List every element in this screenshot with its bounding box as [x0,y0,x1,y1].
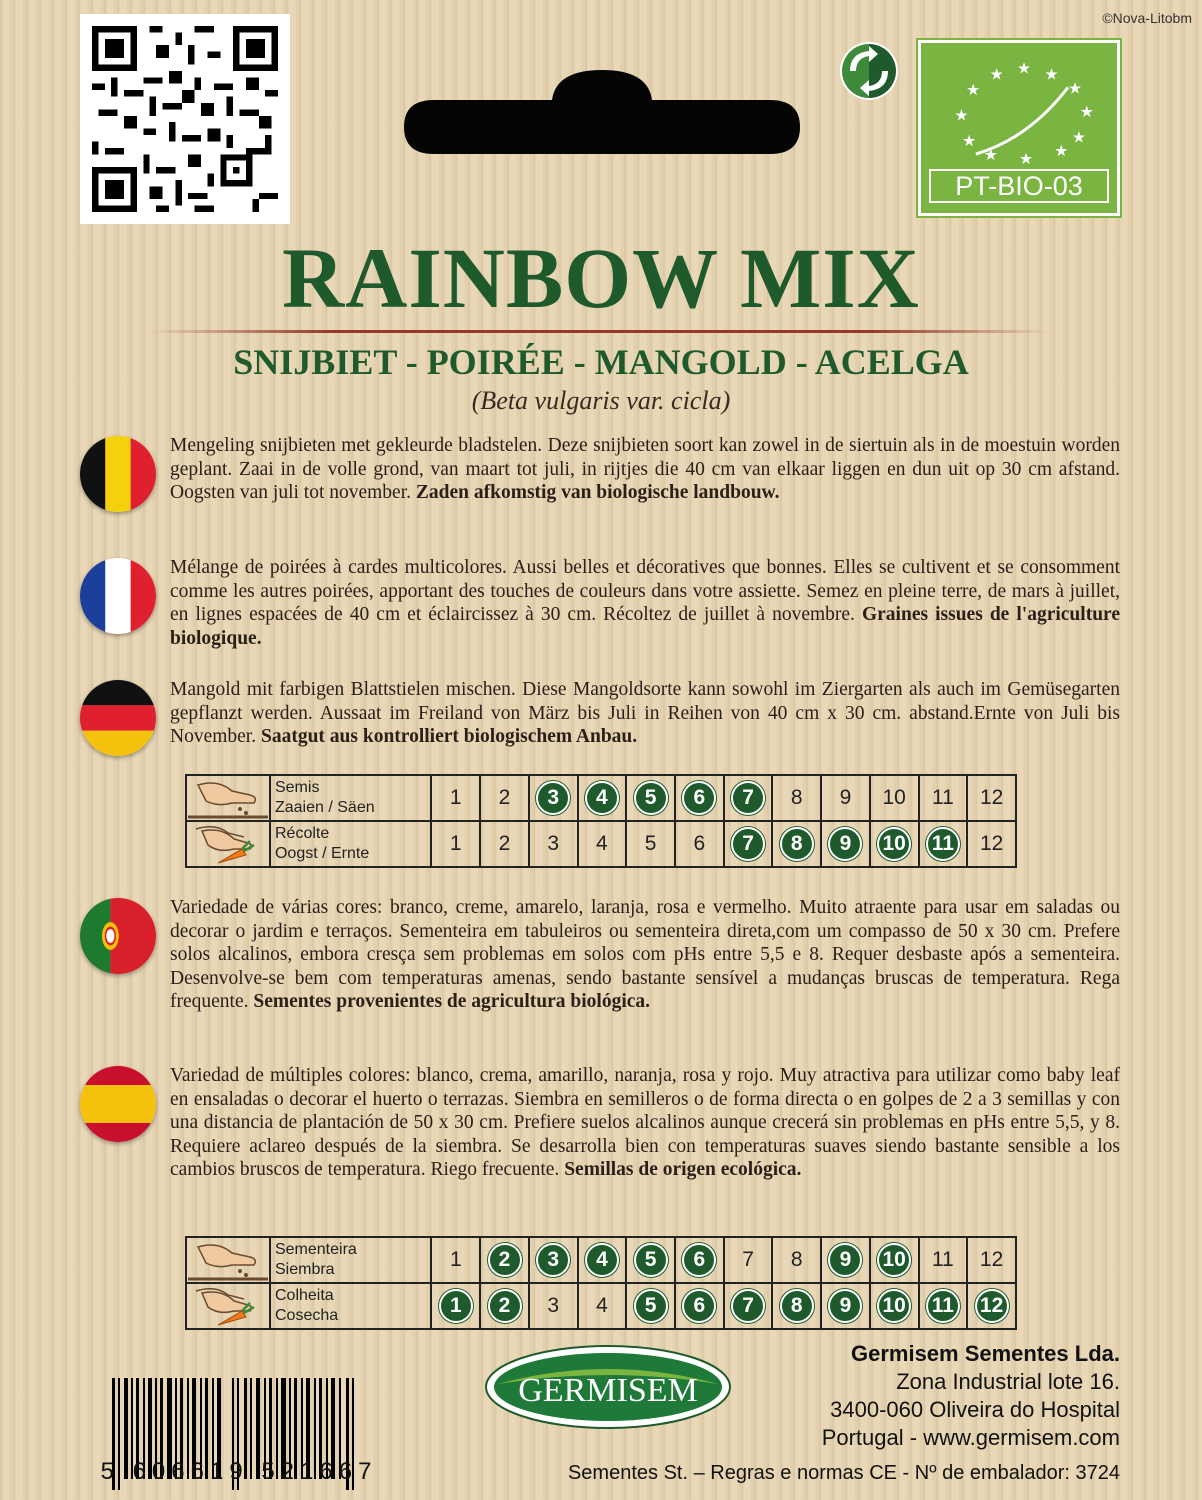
eu-leaf-stars-icon [921,43,1117,171]
calendar-2-harvest-month-4: 4 [596,1294,608,1317]
svg-text:★: ★ [1044,64,1059,84]
copyright-text: ©Nova-Litobm [1102,10,1192,26]
svg-text:★: ★ [989,64,1004,84]
calendar-2-harvest-month-6: 6 [682,1289,716,1323]
product-title: RAINBOW MIX [282,230,920,326]
calendar-1-sow-month-4: 4 [585,781,619,815]
svg-text:★: ★ [1054,141,1069,160]
calendar-1-harvest-label [270,821,431,867]
green-dot-recycling-icon [838,40,900,102]
calendar-1-sow-label [270,775,431,821]
eu-organic-code: PT-BIO-03 [929,169,1109,203]
qr-code-graphic [92,26,278,212]
calendar-2-sow-month-4: 4 [585,1243,619,1277]
calendar-2-harvest-month-11: 11 [926,1289,960,1323]
harvest-carrot-icon [186,1283,270,1329]
paragraph-dutch-organic-note: Zaden afkomstig van biologische landbouw. [415,482,780,503]
paragraph-german-organic-note: Saatgut aus kontrolliert biologischem Anbau. [260,726,638,747]
calendar-2-harvest-month-10: 10 [877,1289,911,1323]
calendar-1-harvest-month-8: 8 [780,827,814,861]
calendar-1-sow-month-2: 2 [498,786,511,809]
svg-text:★: ★ [966,80,981,100]
spain-flag-icon [80,1066,156,1142]
calendar-1-sow-month-6: 6 [682,781,716,815]
calendar-1-sow-label-line1: Semis [274,779,320,796]
svg-text:★: ★ [1017,58,1032,78]
product-subtitle: SNIJBIET - POIRÉE - MANGOLD - ACELGA [233,342,969,382]
calendar-2-sow-month-2: 2 [488,1243,522,1277]
calendar-2-harvest-month-2: 2 [488,1289,522,1323]
sowing-harvest-calendar-1 [185,774,1017,868]
belgium-flag-icon [80,436,156,512]
hang-hole-slot [404,70,800,154]
calendar-1-sow-label-line2: Zaaien / Säen [274,799,375,816]
calendar-2-harvest-label-line1: Colheita [274,1287,334,1304]
sowing-hand-icon [186,1237,270,1283]
calendar-2-harvest-row [186,1283,1016,1329]
calendar-2-sow-month-1: 1 [449,1248,462,1271]
paragraph-spanish [170,1064,1120,1182]
company-name: Germisem Sementes Lda. [850,1341,1120,1366]
germisem-wordmark: GERMISEM [518,1372,698,1409]
calendar-1-sow-month-1: 1 [449,786,462,809]
france-flag-icon [80,558,156,634]
paragraph-portuguese-organic-note: Sementes provenientes de agricultura biológica. [253,991,651,1012]
sowing-hand-icon [186,775,270,821]
paragraph-german [170,678,1120,749]
company-address-line2: 3400-060 Oliveira do Hospital [830,1397,1120,1422]
calendar-1-harvest-month-12: 12 [979,832,1004,855]
harvest-carrot-icon [186,821,270,867]
calendar-2-sow-label [270,1237,431,1283]
svg-text:★: ★ [962,131,977,151]
calendar-2-sow-month-12: 12 [979,1248,1004,1271]
svg-text:★: ★ [1019,148,1034,168]
calendar-2-sow-month-7: 7 [742,1248,754,1271]
calendar-2-harvest-label [270,1283,431,1329]
svg-text:★: ★ [954,105,969,125]
calendar-2-sow-month-8: 8 [790,1248,803,1271]
calendar-2-harvest-month-1: 1 [439,1289,473,1323]
calendar-2-sow-month-5: 5 [634,1243,668,1277]
svg-text:★: ★ [1068,78,1083,98]
company-address [822,1340,1120,1452]
svg-text:★: ★ [1079,101,1094,121]
paragraph-portuguese [170,896,1120,1014]
paragraph-portuguese-text: Variedade de várias cores: branco, creme, amarelo, laranja, rosa e vermelho. Muito atraente para usar em saladas ou decorar o jardim e terraços. Sementeira em tabuleiros ou sementeira direta,com um compasso de 50 x 30 cm. Prefere solos alcalinos, embora cresça sem problemas em solos com pHs entre 5,5 e 8. Requer desbaste após a sementeira. Desenvolve-se bem com temperaturas amenas, sendo bastante sensível a mudanças bruscas de temperatura. Rega frequente. [170,897,1120,1012]
calendar-2-harvest-month-5: 5 [634,1289,668,1323]
calendar-1-sow-month-5: 5 [634,781,668,815]
calendar-2-harvest-month-9: 9 [828,1289,862,1323]
calendar-2-sow-month-6: 6 [682,1243,716,1277]
calendar-1-harvest-month-9: 9 [828,827,862,861]
calendar-2-harvest-month-12: 12 [975,1289,1009,1323]
paragraph-french-text: Mélange de poirées à cardes multicolores. Aussi belles et décoratives que bonnes. Elles se cultivent et se consomment comme les autres poirées, apportant des touches de couleurs dans votre assiette. Semez en pleine terre, de mars à juillet, en lignes espacées de 40 cm et éclaircissez à 30 cm. Récoltez de juillet à novembre. [170,557,1120,625]
calendar-1-sow-month-8: 8 [790,786,803,809]
calendar-1-harvest-month-4: 4 [596,832,608,855]
calendar-2-sow-month-11: 11 [931,1248,954,1271]
paragraph-french [170,556,1120,650]
calendar-1-sow-month-3: 3 [536,781,570,815]
sowing-harvest-calendar-2 [185,1236,1017,1330]
calendar-2-sow-month-3: 3 [536,1243,570,1277]
portugal-flag-icon [80,898,156,974]
calendar-1-harvest-label-line2: Oogst / Ernte [274,845,370,862]
barcode-number: 5 606619 521667 [100,1458,378,1485]
calendar-1-harvest-label-line1: Récolte [274,825,330,842]
calendar-1-sow-month-11: 11 [932,786,954,809]
calendar-1-sow-month-12: 12 [979,786,1004,809]
footer-regulation-text: Sementes St. – Regras e normas CE - Nº de embalador: 3724 [567,1462,1120,1484]
calendar-2-harvest-month-7: 7 [731,1289,765,1323]
calendar-2-sow-row [186,1237,1016,1283]
eu-organic-logo [918,40,1120,216]
calendar-2-harvest-month-8: 8 [780,1289,814,1323]
calendar-1-harvest-month-7: 7 [731,827,765,861]
calendar-1-sow-month-10: 10 [882,786,906,809]
calendar-1-sow-row [186,775,1016,821]
qr-code[interactable] [80,14,290,224]
company-address-line3: Portugal - www.germisem.com [821,1425,1120,1450]
calendar-1-sow-month-7: 7 [731,781,765,815]
calendar-1-harvest-month-5: 5 [644,832,657,855]
calendar-2-sow-month-10: 10 [877,1243,911,1277]
paragraph-spanish-organic-note: Semillas de origen ecológica. [564,1159,802,1180]
calendar-1-harvest-month-6: 6 [693,832,706,855]
paragraph-dutch [170,434,1120,505]
svg-text:★: ★ [1071,127,1086,147]
calendar-1-harvest-month-2: 2 [498,832,511,855]
calendar-1-harvest-row [186,821,1016,867]
company-address-line1: Zona Industrial lote 16. [896,1369,1120,1394]
calendar-2-harvest-month-3: 3 [547,1294,560,1317]
calendar-1-sow-month-9: 9 [839,786,852,809]
paragraph-dutch-text: Mengeling snijbieten met gekleurde bladstelen. Deze snijbieten soort kan zowel in de siertuin als in de moestuin worden geplant. Zaai in de volle grond, van maart tot juli, in rijtjes die 40 cm van elkaar liggen en dun uit op 30 cm afstand. Oogsten van juli tot november. [170,435,1120,503]
germisem-logo [484,1344,732,1430]
calendar-2-sow-label-line2: Siembra [274,1261,335,1278]
title-divider [150,330,1050,333]
paragraph-french-organic-note: Graines issues de l'agriculture biologique. [170,604,1120,649]
calendar-2-sow-label-line1: Sementeira [274,1241,357,1258]
calendar-1-harvest-month-1: 1 [449,832,462,855]
calendar-1-harvest-month-3: 3 [547,832,559,855]
calendar-1-harvest-month-10: 10 [877,827,911,861]
calendar-1-harvest-month-11: 11 [926,827,960,861]
calendar-2-harvest-label-line2: Cosecha [274,1307,339,1324]
paragraph-spanish-text: Variedad de múltiples colores: blanco, crema, amarillo, naranja, rosa y rojo. Muy atractiva para utilizar como baby leaf en ensaladas o decorar el huerto o terrazas. Siembra en semilleros o de forma directa o en golpes de 2 a 3 semillas y con una distancia de plantación de 50 x 30 cm. Prefiere suelos alcalinos aunque crecerá sin problemas en pHs entre 5,5, y 8. Requiere aclareo después de la siembra. Se desarrolla bien con temperaturas suaves siendo bastante sensible a los cambios bruscos de temperatura. Riego frecuente. [170,1065,1120,1180]
latin-name: (Beta vulgaris var. cicla) [471,386,731,415]
paragraph-german-text: Mangold mit farbigen Blattstielen mischen. Diese Mangoldsorte kann sowohl im Ziergarten als auch im Gemüsegarten gepflanzt werden. Aussaat im Freiland von März bis Juli in Reihen von 40 cm x 30 cm. abstand.Ernte von Juli bis November. [170,679,1120,747]
calendar-2-sow-month-9: 9 [828,1243,862,1277]
svg-text:★: ★ [983,144,998,164]
germany-flag-icon [80,680,156,756]
